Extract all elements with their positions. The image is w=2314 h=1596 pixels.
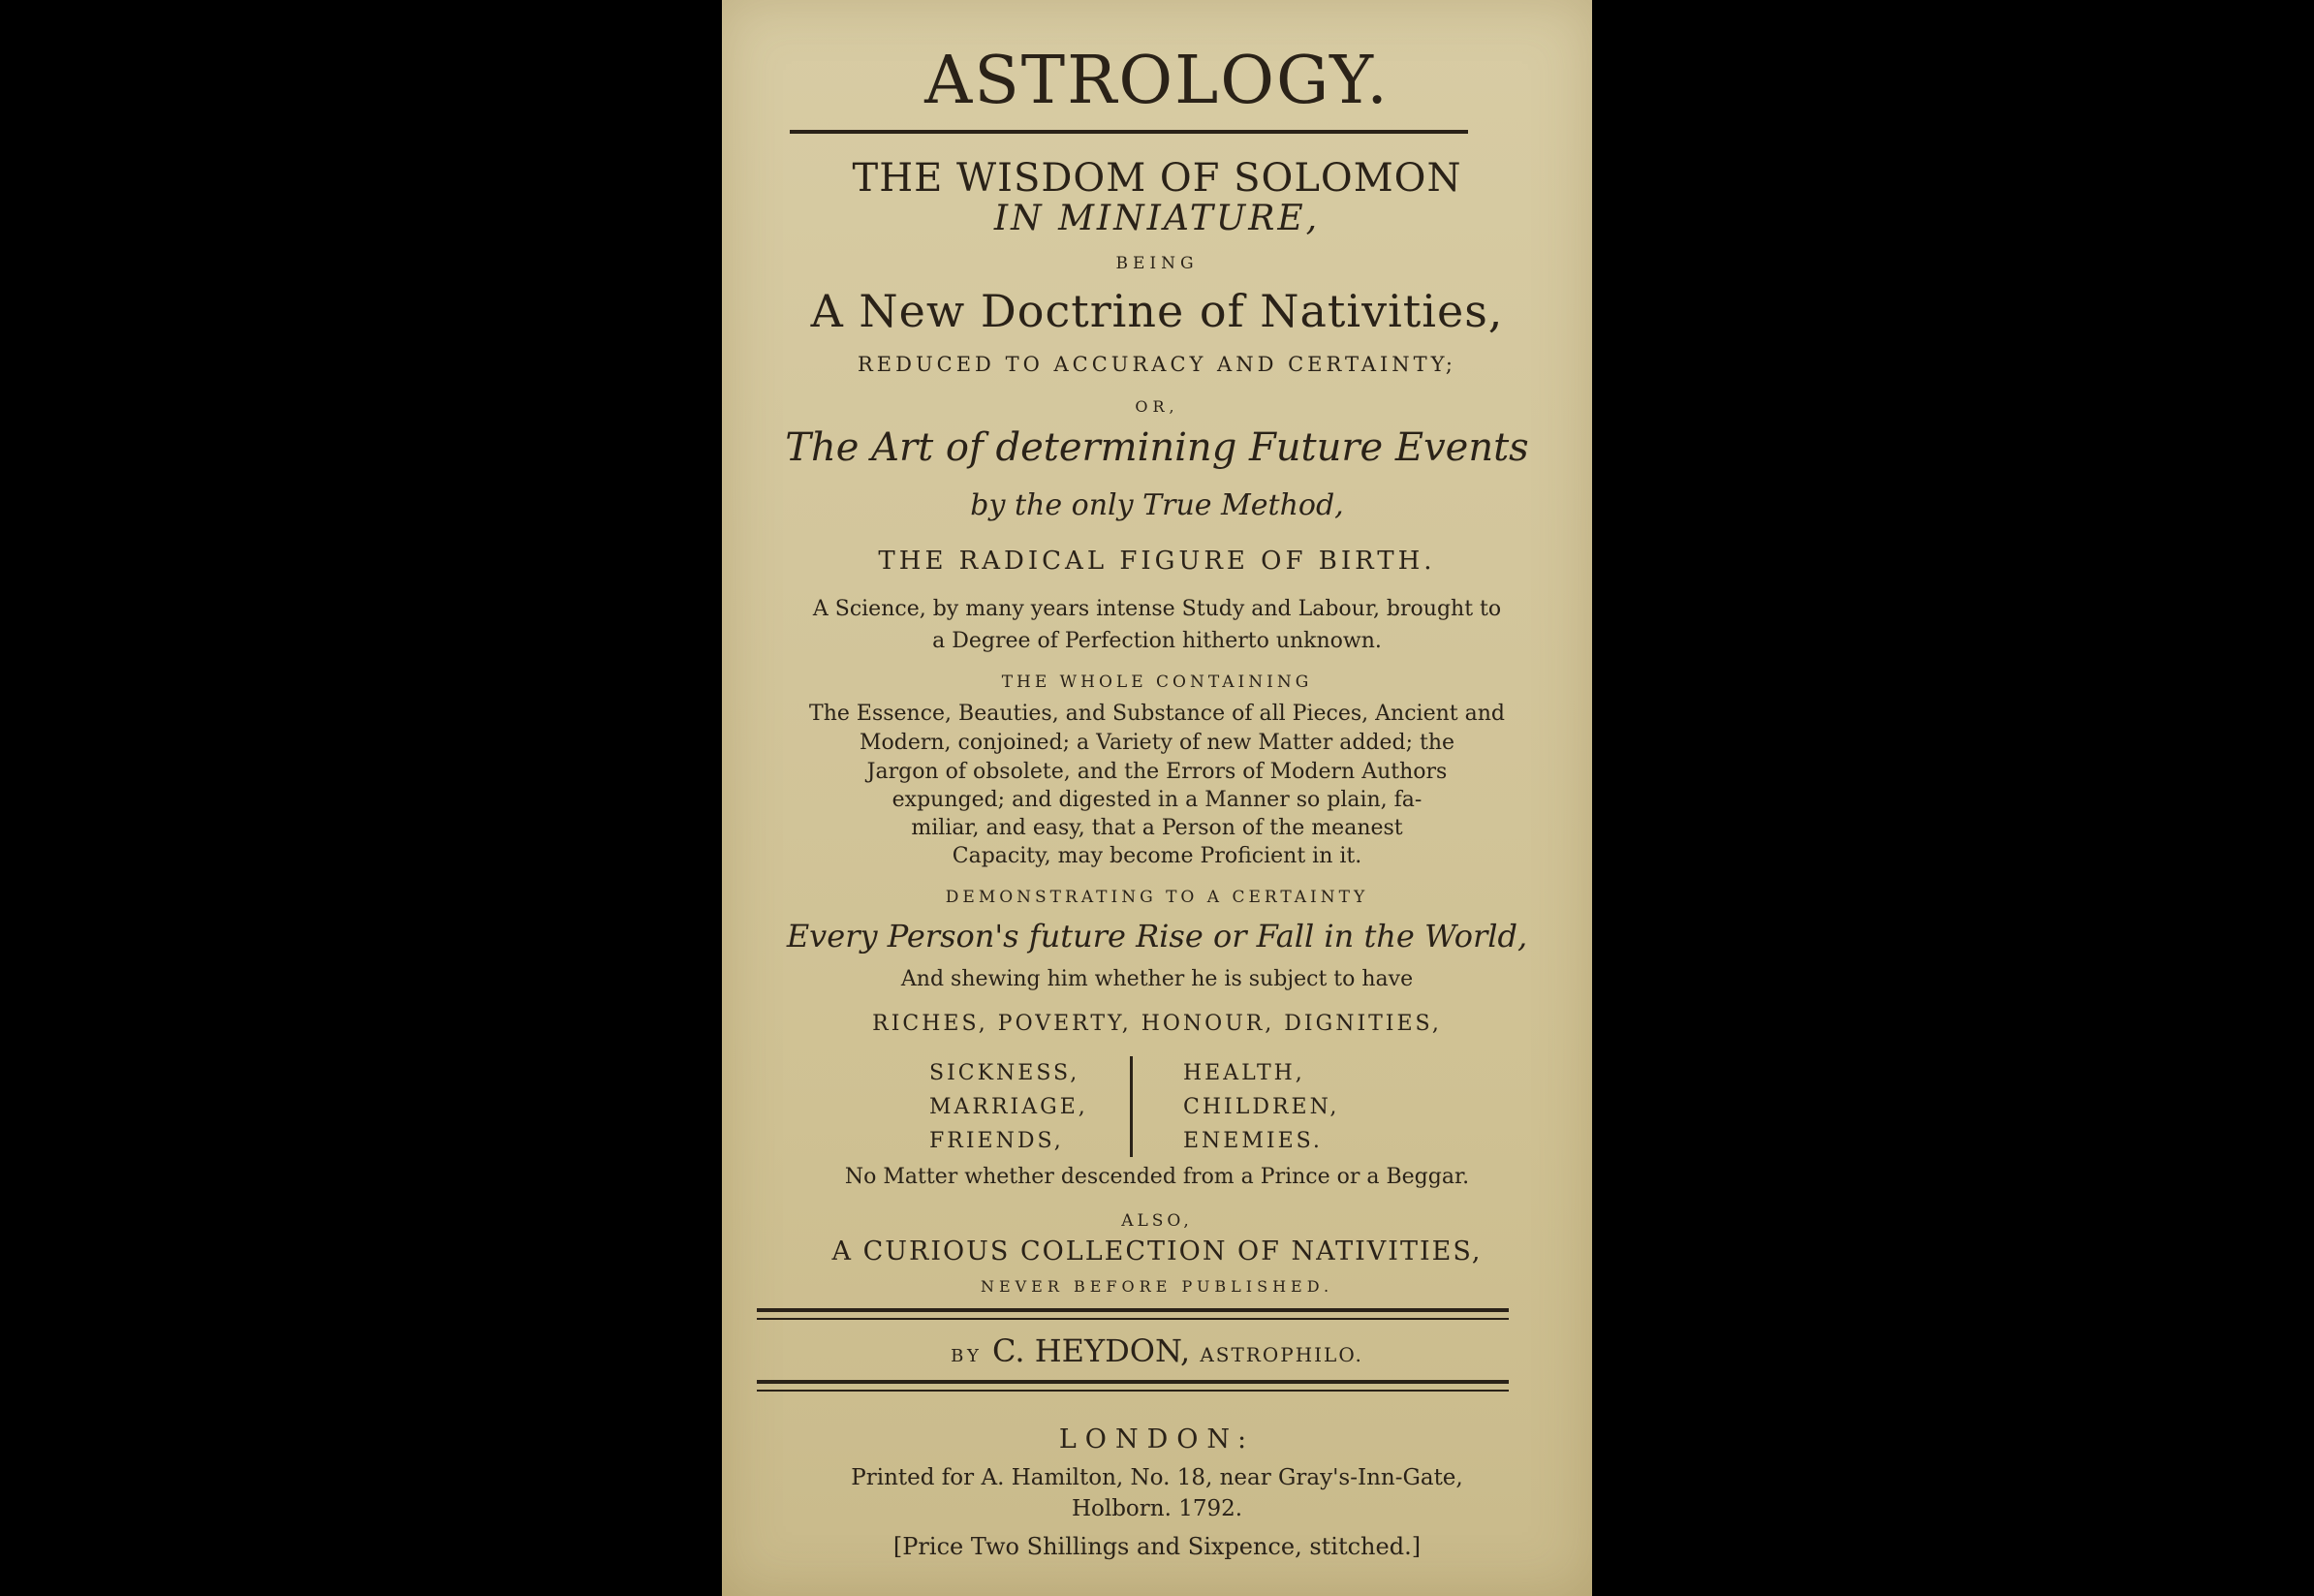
demonstrating-label: DEMONSTRATING TO A CERTAINTY bbox=[945, 888, 1369, 907]
author-by: BY bbox=[951, 1346, 983, 1366]
fortune-column-left bbox=[929, 1056, 1088, 1158]
title-page bbox=[722, 0, 1592, 1596]
science-line-2: a Degree of Perfection hitherto unknown. bbox=[932, 629, 1382, 653]
collection-line: A CURIOUS COLLECTION OF NATIVITIES, bbox=[831, 1236, 1483, 1267]
essence-line: Jargon of obsolete, and the Errors of Modern Authors bbox=[866, 760, 1448, 784]
page-title: ASTROLOGY. bbox=[924, 43, 1390, 119]
printed-line-1: Printed for A. Hamilton, No. 18, near Gray's-Inn-Gate, bbox=[851, 1465, 1463, 1490]
fortune-item: HEALTH, bbox=[1183, 1061, 1305, 1085]
author-line bbox=[722, 1332, 1592, 1369]
subtitle-line-1: THE WISDOM OF SOLOMON bbox=[852, 156, 1462, 201]
fortune-item: SICKNESS, bbox=[929, 1061, 1080, 1085]
author-rule-bottom bbox=[757, 1380, 1509, 1384]
author-rule-top bbox=[757, 1308, 1509, 1312]
essence-line: The Essence, Beauties, and Substance of all Pieces, Ancient and bbox=[809, 702, 1505, 726]
shewing-line: And shewing him whether he is subject to have bbox=[900, 967, 1414, 991]
doctrine-heading: A New Doctrine of Nativities, bbox=[810, 285, 1504, 337]
being-label: BEING bbox=[1115, 254, 1199, 273]
riches-line: RICHES, POVERTY, HONOUR, DIGNITIES, bbox=[872, 1012, 1442, 1036]
author-rule-top-thin bbox=[757, 1318, 1509, 1320]
art-line-2: by the only True Method, bbox=[970, 488, 1344, 522]
art-line-1: The Art of determining Future Events bbox=[785, 425, 1529, 470]
fortune-item: MARRIAGE, bbox=[929, 1095, 1088, 1119]
column-divider bbox=[1130, 1056, 1133, 1157]
author-name: C. HEYDON, bbox=[992, 1332, 1191, 1369]
fortune-columns bbox=[722, 1056, 1592, 1155]
or-label: OR, bbox=[1135, 397, 1179, 416]
no-matter-line: No Matter whether descended from a Prince or a Beggar. bbox=[844, 1165, 1470, 1189]
reduced-line: REDUCED TO ACCURACY AND CERTAINTY; bbox=[857, 353, 1456, 376]
fortune-item: ENEMIES. bbox=[1183, 1129, 1323, 1153]
radical-line: THE RADICAL FIGURE OF BIRTH. bbox=[878, 547, 1436, 576]
essence-line: miliar, and easy, that a Person of the meanest bbox=[911, 816, 1403, 840]
essence-line: Modern, conjoined; a Variety of new Matter added; the bbox=[859, 731, 1455, 755]
fortune-item: FRIENDS, bbox=[929, 1129, 1064, 1153]
city-line: LONDON: bbox=[1058, 1424, 1256, 1455]
every-person-line: Every Person's future Rise or Fall in the World, bbox=[786, 918, 1528, 954]
author-rule-bottom-thin bbox=[757, 1390, 1509, 1392]
fortune-column-right bbox=[1183, 1056, 1339, 1158]
price-line: [Price Two Shillings and Sixpence, stitched.] bbox=[892, 1533, 1422, 1560]
science-line-1: A Science, by many years intense Study and Labour, brought to bbox=[812, 597, 1502, 621]
printed-line-2: Holborn. 1792. bbox=[1071, 1496, 1243, 1521]
also-label: ALSO, bbox=[1121, 1211, 1193, 1231]
never-published-line: NEVER BEFORE PUBLISHED. bbox=[980, 1277, 1334, 1296]
whole-containing-label: THE WHOLE CONTAINING bbox=[1001, 673, 1313, 692]
essence-line: Capacity, may become Proficient in it. bbox=[952, 844, 1362, 868]
subtitle-line-2: IN MINIATURE, bbox=[993, 199, 1321, 238]
title-rule bbox=[790, 130, 1468, 134]
essence-line: expunged; and digested in a Manner so plain, fa- bbox=[891, 788, 1423, 812]
fortune-item: CHILDREN, bbox=[1183, 1095, 1340, 1119]
author-suffix: ASTROPHILO. bbox=[1200, 1343, 1363, 1366]
